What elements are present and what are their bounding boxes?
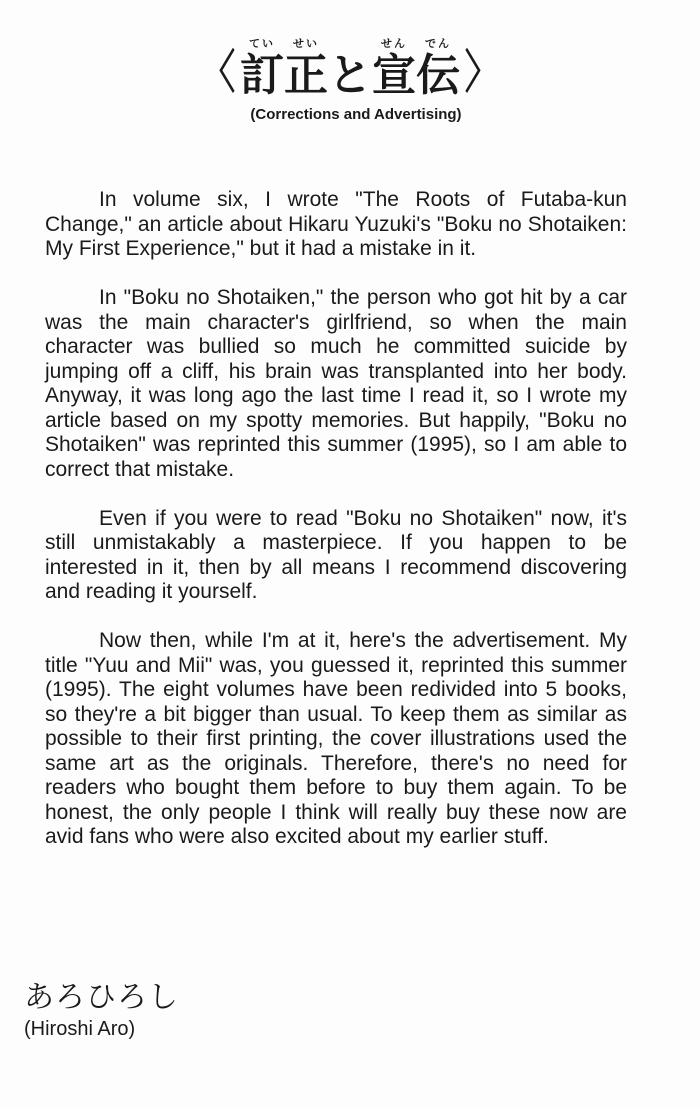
- author-name-japanese: あろひろし: [24, 980, 179, 1015]
- title-char: と: [328, 50, 372, 101]
- title-char-group: [372, 38, 416, 102]
- page-title: [0, 38, 700, 102]
- furigana: せん: [381, 37, 407, 50]
- furigana: せい: [293, 37, 319, 50]
- title-char: 正: [284, 50, 328, 101]
- paragraph: In "Boku no Shotaiken," the person who got hit by a car was the main character's girlfriend, so when the main character was bullied so much he committed suicide by jumping off a cliff, his brain was transplanted into her body. Anyway, it was long ago the last time I read it, so I wrote my article based on my spotty memories. But happily, "Boku no Shotaiken" was reprinted this summer (1995), so I am able to correct that mistake.: [45, 286, 627, 481]
- paragraph: In volume six, I wrote "The Roots of Futaba-kun Change," an article about Hikaru Yuzuki's "Boku no Shotaiken: My First Experience," but it had a mistake in it.: [45, 188, 627, 260]
- title-close-bracket: 〉: [464, 45, 498, 99]
- title-char: 宣: [372, 50, 416, 101]
- paragraph: Even if you were to read "Boku no Shotaiken" now, it's still unmistakably a masterpiece. If you happen to be interested in it, then by all means I recommend discovering and reading it yourself.: [45, 506, 627, 603]
- author-name-english: (Hiroshi Aro): [24, 1018, 136, 1040]
- title-char: 伝: [416, 50, 460, 101]
- title-char-group: [328, 38, 372, 102]
- title-char-group: [416, 38, 460, 102]
- page-subtitle: (Corrections and Advertising): [250, 106, 462, 123]
- furigana: てい: [249, 37, 275, 50]
- author-signature: [24, 980, 179, 1042]
- title-char: 訂: [240, 50, 284, 101]
- title-block: [0, 38, 700, 123]
- title-char-group: [240, 38, 284, 102]
- paragraph: Now then, while I'm at it, here's the advertisement. My title "Yuu and Mii" was, you guessed it, reprinted this summer (1995). The eight volumes have been redivided into 5 books, so they're a bit bigger than usual. To keep them as similar as possible to their first printing, the cover illustrations used the same art as the originals. Therefore, there's no need for readers who bought them before to buy them again. To be honest, the only people I think will really buy these now are avid fans who were also excited about my earlier stuff.: [45, 629, 627, 848]
- furigana: でん: [425, 37, 451, 50]
- title-open-bracket: 〈: [202, 45, 236, 99]
- article-body: [45, 188, 627, 874]
- title-char-group: [284, 38, 328, 102]
